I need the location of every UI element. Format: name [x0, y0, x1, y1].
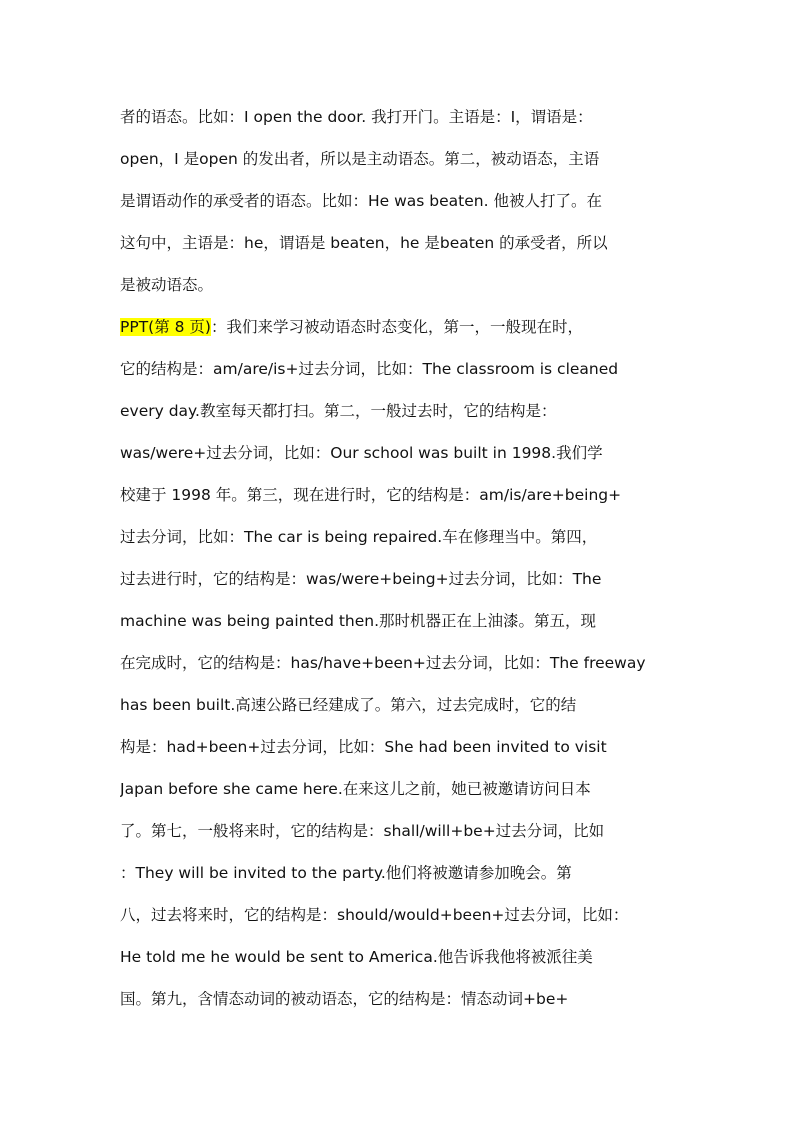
text-line: machine was being painted then.那时机器正在上油漆。第五，现 — [120, 612, 597, 630]
text-line-rest: ：我们来学习被动语态时态变化，第一，一般现在时， — [210, 318, 583, 336]
text-line: Japan before she came here.在来这儿之前，她已被邀请访问日本 — [120, 780, 591, 798]
text-line: 者的语态。比如：I open the door. 我打开门。主语是：I，谓语是： — [120, 108, 593, 126]
text-line: 构是：had+been+过去分词，比如：She had been invited to visit — [120, 738, 607, 756]
text-line: 八，过去将来时，它的结构是：should/would+been+过去分词，比如： — [120, 906, 629, 924]
text-line: 它的结构是：am/are/is+过去分词，比如：The classroom is cleaned — [120, 360, 619, 378]
text-line: 是谓语动作的承受者的语态。比如：He was beaten. 他被人打了。在 — [120, 192, 602, 210]
text-line: 校建于 1998 年。第三，现在进行时，它的结构是：am/is/are+being+ — [120, 486, 622, 504]
text-line: 是被动语态。 — [120, 276, 214, 294]
text-line: 在完成时，它的结构是：has/have+been+过去分词，比如：The freeway — [120, 654, 646, 672]
text-line: 过去进行时，它的结构是：was/were+being+过去分词，比如：The — [120, 570, 602, 588]
text-line: open，I 是open 的发出者，所以是主动语态。第二，被动语态，主语 — [120, 150, 600, 168]
text-line: 过去分词，比如：The car is being repaired.车在修理当中。第四， — [120, 528, 598, 546]
text-line: has been built.高速公路已经建成了。第六，过去完成时，它的结 — [120, 696, 577, 714]
ppt-page-marker: PPT(第 8 页) — [120, 318, 211, 336]
text-line: 了。第七，一般将来时，它的结构是：shall/will+be+过去分词，比如 — [120, 822, 605, 840]
text-line: ：They will be invited to the party.他们将被邀请参加晚会。第 — [120, 864, 572, 882]
text-line: 这句中，主语是：he，谓语是 beaten，he 是beaten 的承受者，所以 — [120, 234, 608, 252]
text-line: every day.教室每天都打扫。第二，一般过去时，它的结构是： — [120, 402, 557, 420]
text-line: 国。第九，含情态动词的被动语态，它的结构是：情态动词+be+ — [120, 990, 569, 1008]
text-line: was/were+过去分词，比如：Our school was built in 1998.我们学 — [120, 444, 603, 462]
text-line-with-marker — [120, 313, 690, 341]
text-line: He told me he would be sent to America.他告诉我他将被派往美 — [120, 948, 593, 966]
